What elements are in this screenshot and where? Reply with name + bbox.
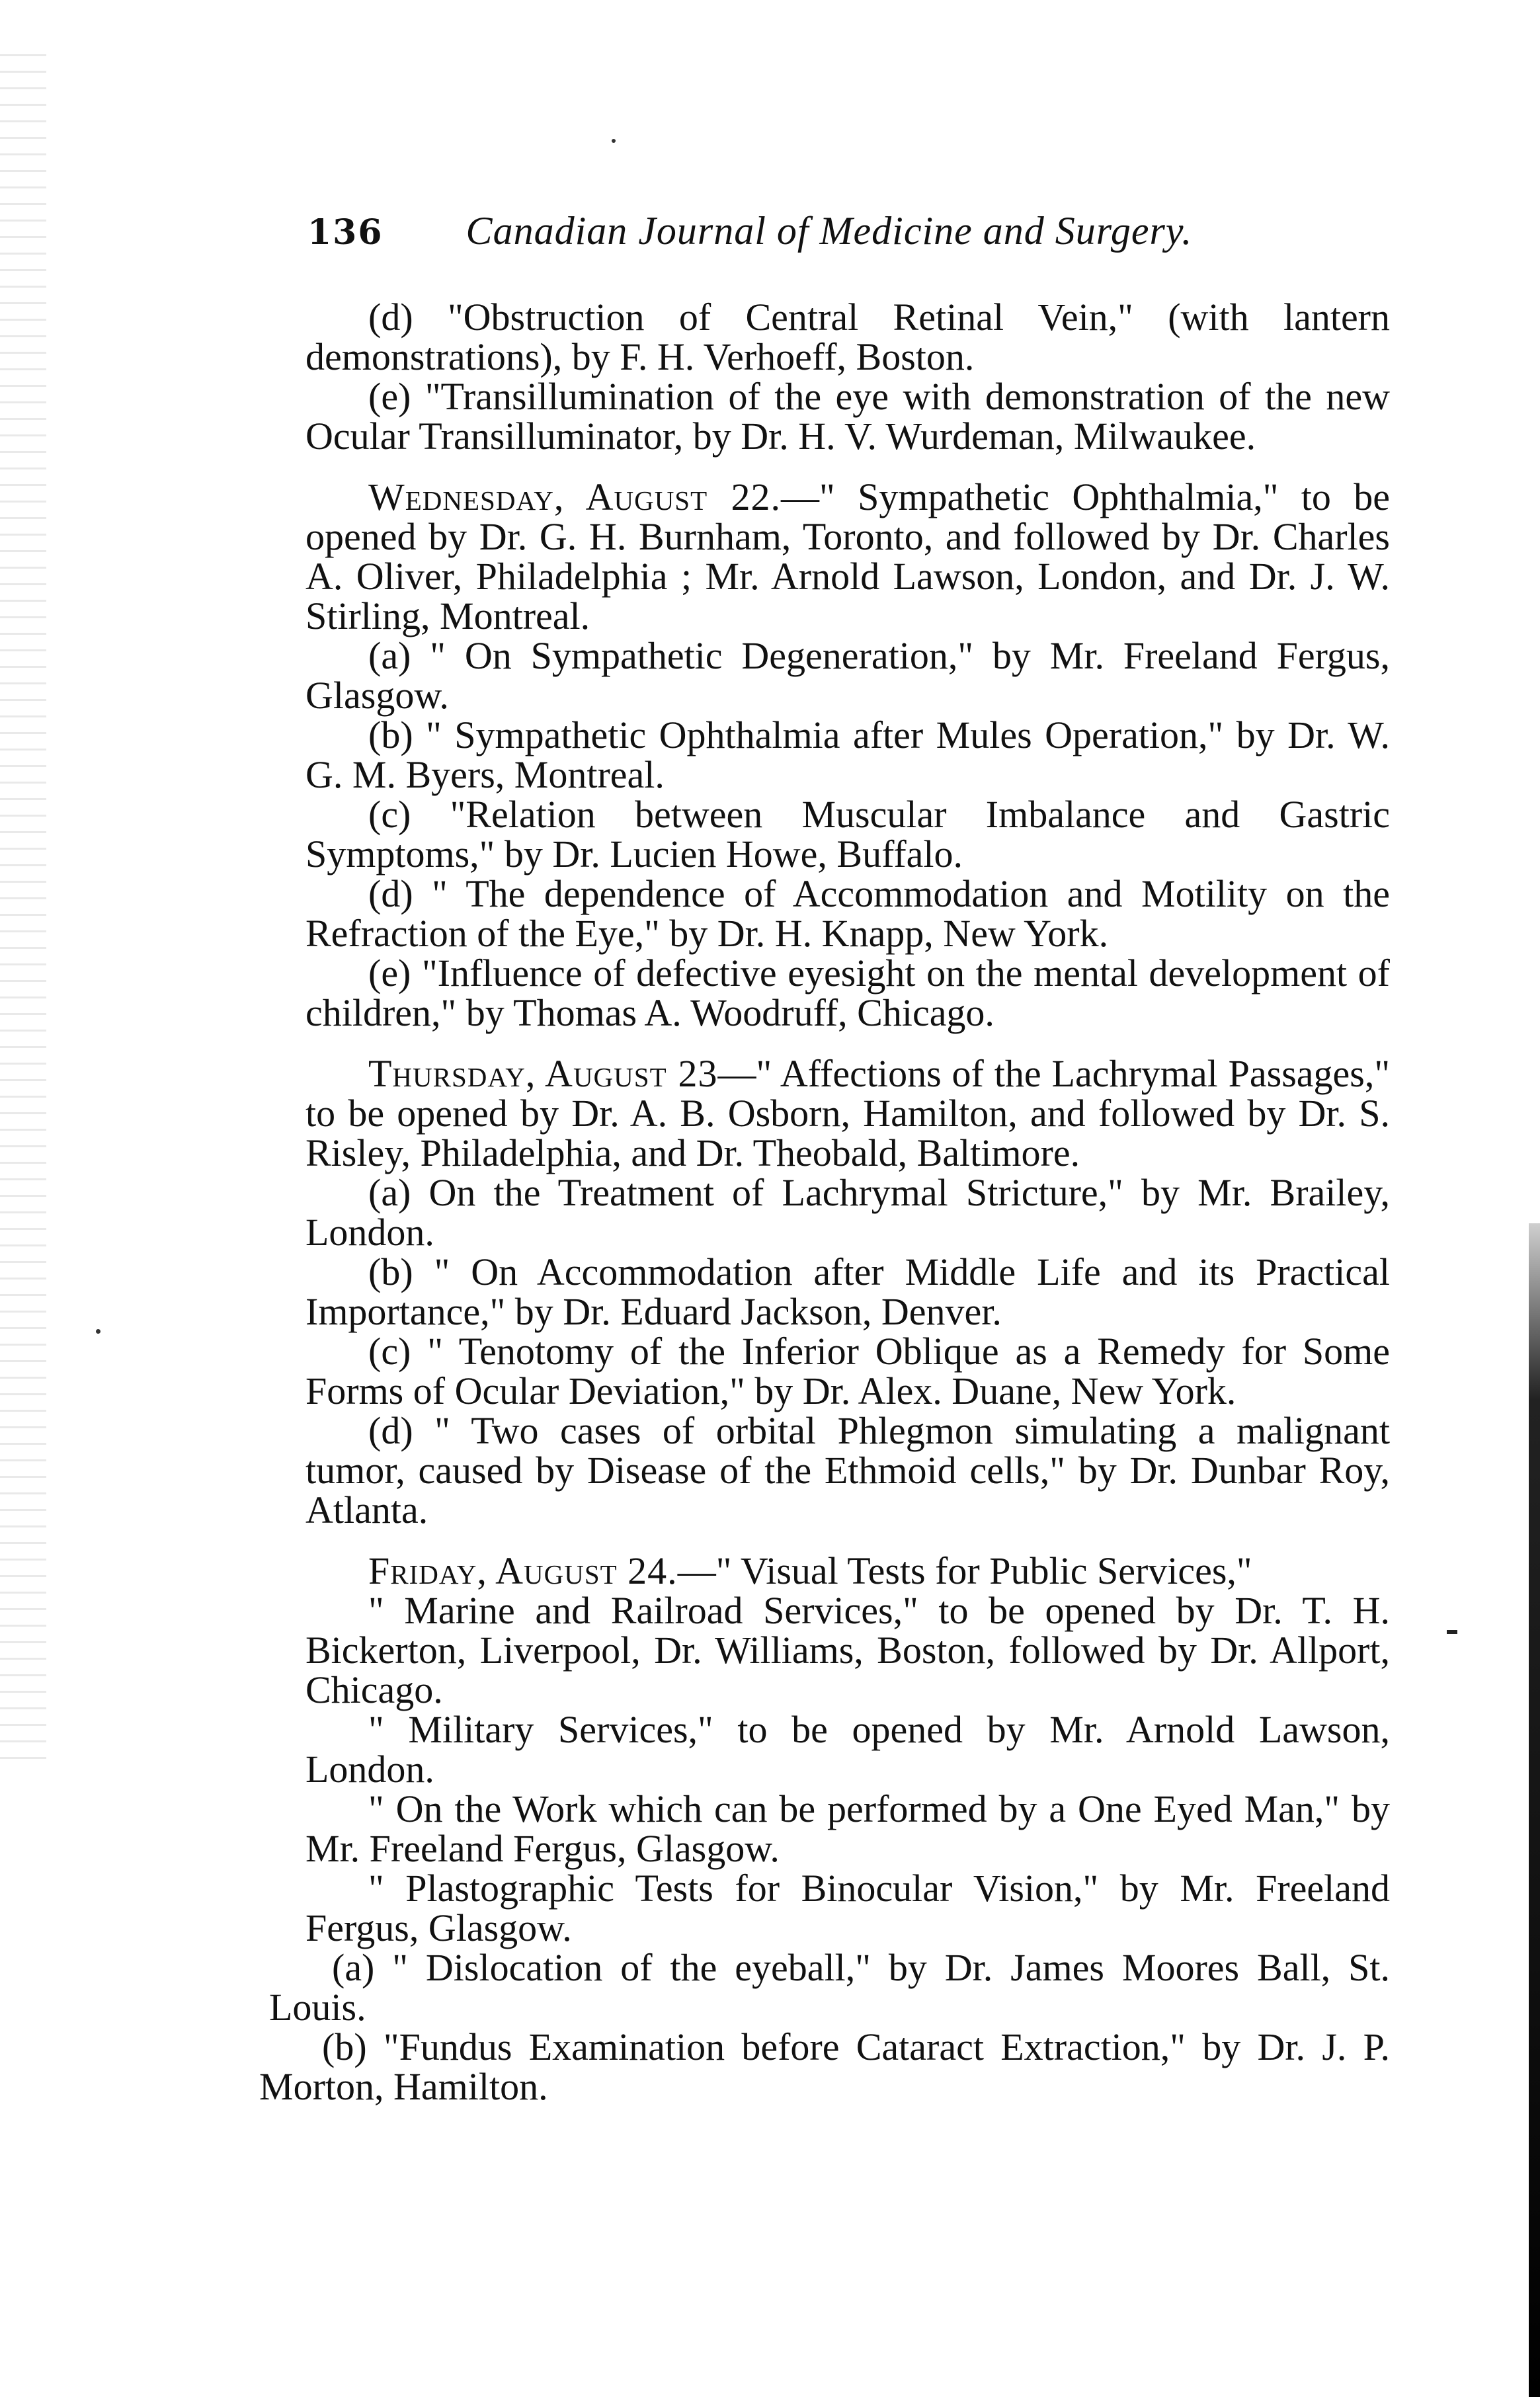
date-heading: Wednesday, August 22.	[368, 475, 782, 518]
paragraph: (e) "Transillumination of the eye with demonstration of the new Ocular Transilluminator, by Dr. H. V. Wurdeman, Milwaukee.	[305, 375, 1390, 458]
paragraph: (b) " Sympathetic Ophthalmia after Mules Operation," by Dr. W. G. M. Byers, Montreal.	[305, 713, 1390, 796]
scan-speck	[1447, 1630, 1457, 1634]
paragraph: " Military Services," to be opened by Mr. Arnold Lawson, London.	[305, 1708, 1390, 1791]
paragraph: " Plastographic Tests for Binocular Vision," by Mr. Freeland Fergus, Glasgow.	[305, 1867, 1390, 1949]
scan-edge-bar	[1529, 1223, 1540, 2397]
body-text	[259, 296, 1391, 2108]
paragraph: " On the Work which can be performed by a One Eyed Man," by Mr. Freeland Fergus, Glasgow.	[305, 1787, 1390, 1870]
paragraph: (d) " The dependence of Accommodation and Motility on the Refraction of the Eye," by Dr. H. Knapp, New York.	[305, 872, 1390, 955]
paragraph: (b) "Fundus Examination before Cataract Extraction," by Dr. J. P. Morton, Hamilton.	[259, 2025, 1390, 2108]
paragraph: (d) " Two cases of orbital Phlegmon simulating a malignant tumor, caused by Disease of the Ethmoid cells," by Dr. Dunbar Roy, Atlanta.	[305, 1409, 1390, 1531]
paragraph: Friday, August 24.—" Visual Tests for Public Services,"	[368, 1549, 1252, 1592]
paragraph: Wednesday, August 22.—" Sympathetic Ophthalmia," to be opened by Dr. G. H. Burnham, Toronto, and followed by Dr. Charles A. Oliver, Philadelphia ; Mr. Arnold Lawson, London, and Dr. J. W. Stirling, Montreal.	[305, 475, 1391, 637]
paragraph: Thursday, August 23—" Affections of the Lachrymal Passages," to be opened by Dr. A. B. Osborn, Hamilton, and followed by Dr. S. Risley, Philadelphia, and Dr. Theobald, Baltimore.	[305, 1052, 1391, 1174]
paragraph: " Marine and Railroad Services," to be opened by Dr. T. H. Bickerton, Liverpool, Dr. Williams, Boston, followed by Dr. Allport, Chicago.	[305, 1589, 1390, 1711]
paragraph: (d) "Obstruction of Central Retinal Vein," (with lantern demonstrations), by F. H. Verhoeff, Boston.	[305, 296, 1390, 378]
scan-margin-noise	[0, 40, 46, 1759]
paragraph: (a) On the Treatment of Lachrymal Stricture," by Mr. Brailey, London.	[305, 1171, 1390, 1254]
page-header	[307, 208, 1299, 261]
paragraph: (b) " On Accommodation after Middle Life and its Practical Importance," by Dr. Eduard Jackson, Denver.	[305, 1250, 1390, 1333]
scan-speck	[96, 1329, 101, 1334]
date-heading: Friday, August 24.	[368, 1549, 678, 1592]
paragraph: (e) "Influence of defective eyesight on the mental development of children," by Thomas A. Woodruff, Chicago.	[305, 952, 1390, 1034]
paragraph: (c) "Relation between Muscular Imbalance and Gastric Symptoms," by Dr. Lucien Howe, Buffalo.	[305, 793, 1390, 875]
running-title: Canadian Journal of Medicine and Surgery.	[466, 209, 1193, 253]
paragraph: (c) " Tenotomy of the Inferior Oblique as a Remedy for Some Forms of Ocular Deviation," by Dr. Alex. Duane, New York.	[305, 1330, 1390, 1412]
paragraph: (a) " On Sympathetic Degeneration," by Mr. Freeland Fergus, Glasgow.	[305, 634, 1390, 717]
paragraph: (a) " Dislocation of the eyeball," by Dr. James Moores Ball, St. Louis.	[269, 1946, 1390, 2029]
date-heading: Thursday, August 23	[368, 1052, 718, 1095]
page-number: 136	[307, 212, 384, 253]
scan-speck	[612, 139, 616, 143]
